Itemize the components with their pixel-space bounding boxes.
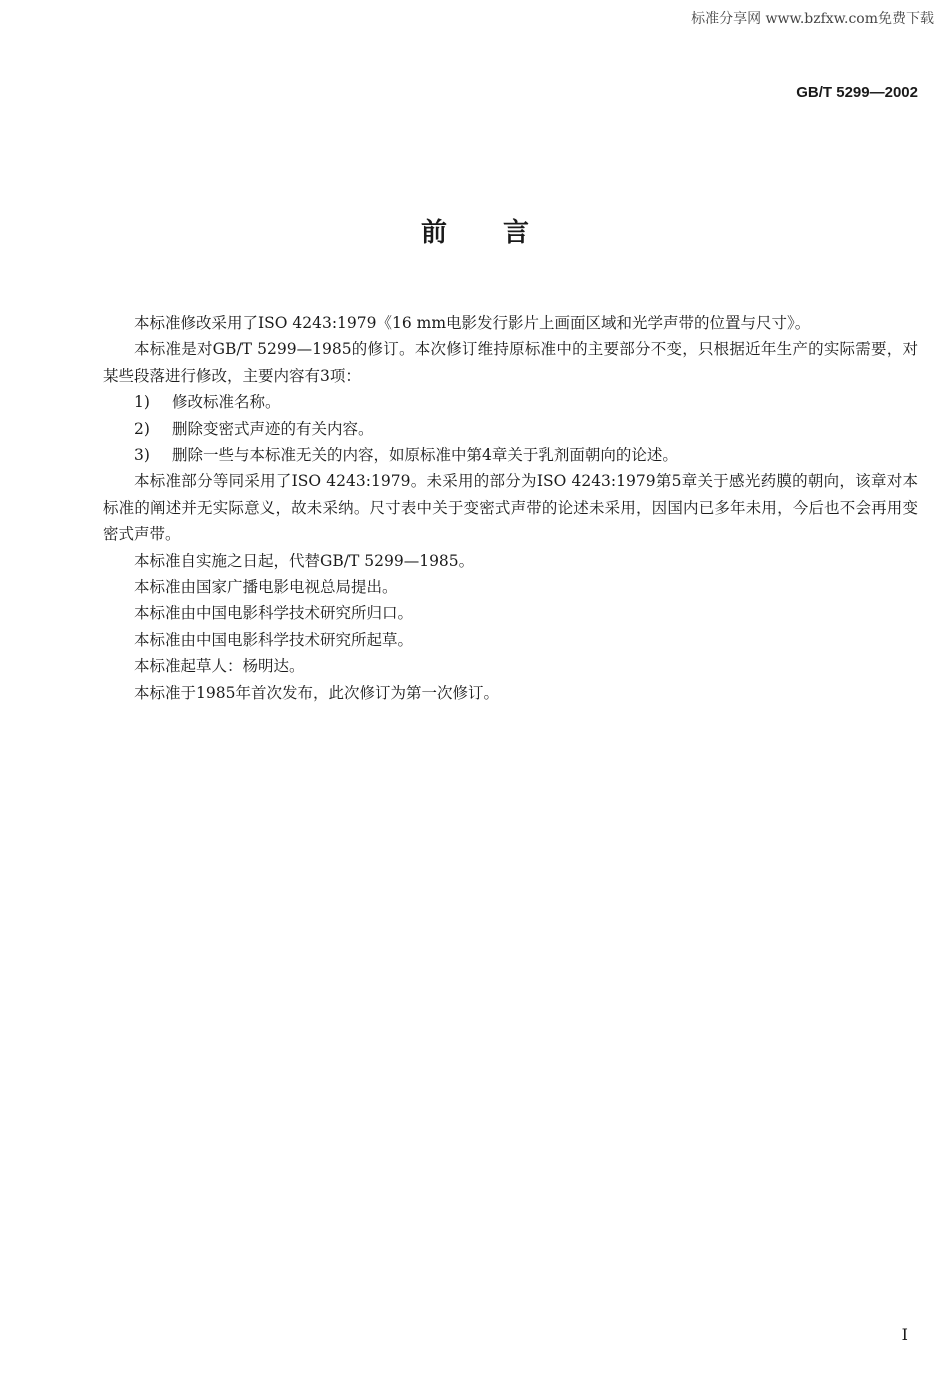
standard-code: GB/T 5299—2002 xyxy=(796,84,918,101)
paragraph-2: 本标准是对GB/T 5299—1985的修订。本次修订维持原标准中的主要部分不变，只根据近年生产的实际需要，对某些段落进行修改，主要内容有3项： xyxy=(103,340,918,385)
paragraph-4: 本标准自实施之日起，代替GB/T 5299—1985。 xyxy=(134,551,475,570)
list-item-number: 1) xyxy=(134,393,150,412)
watermark: 标准分享网 www.bzfxw.com免费下载 xyxy=(691,11,934,27)
list-item-number: 3) xyxy=(134,446,150,465)
list-item xyxy=(103,416,918,442)
list-item xyxy=(103,389,918,415)
paragraph-1: 本标准修改采用了ISO 4243:1979《16 mm电影发行影片上画面区域和光学声带的位置与尺寸》。 xyxy=(134,314,811,332)
list-item xyxy=(103,442,918,468)
paragraph-5: 本标准由国家广播电影电视总局提出。 xyxy=(134,578,398,597)
document-body xyxy=(103,310,918,706)
paragraph-3: 本标准部分等同采用了ISO 4243:1979。未采用的部分为ISO 4243:1979第5章关于感光药膜的朝向，该章对本标准的阐述并无实际意义，故未采纳。尺寸表中关于变密式声带的论述未采用，因国内已多年未用，今后也不会再用变密式声带。 xyxy=(103,472,918,544)
paragraph-9: 本标准于1985年首次发布，此次修订为第一次修订。 xyxy=(134,683,499,702)
list-item-text: 删除一些与本标准无关的内容，如原标准中第4章关于乳剂面朝向的论述。 xyxy=(172,446,678,465)
paragraph-8: 本标准起草人：杨明达。 xyxy=(134,657,305,676)
list-item-text: 删除变密式声迹的有关内容。 xyxy=(172,419,374,438)
paragraph-6: 本标准由中国电影科学技术研究所归口。 xyxy=(134,604,414,623)
page-number: I xyxy=(901,1325,908,1344)
page-title: 前言 xyxy=(420,218,585,248)
list-item-number: 2) xyxy=(134,419,150,438)
paragraph-7: 本标准由中国电影科学技术研究所起草。 xyxy=(134,630,414,649)
list-item-text: 修改标准名称。 xyxy=(172,393,281,412)
